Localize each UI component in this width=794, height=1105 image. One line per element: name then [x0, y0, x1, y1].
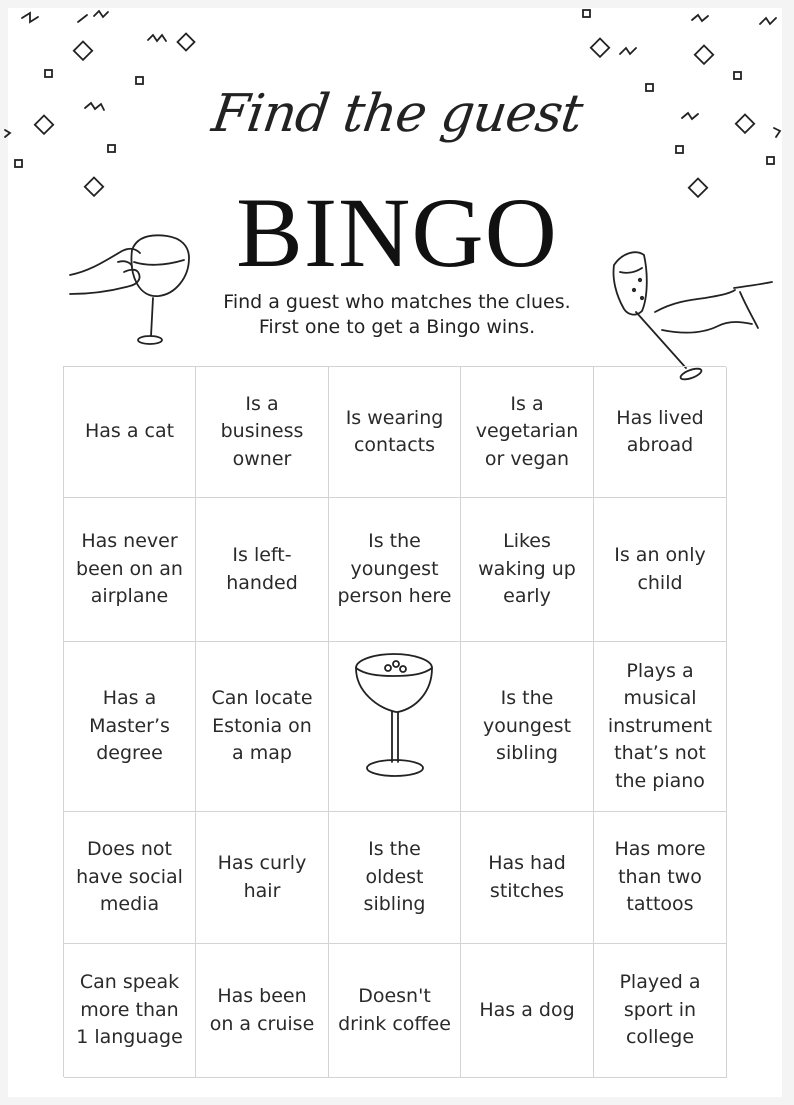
bingo-cell[interactable]: Is a vegetarian or vegan [461, 367, 594, 498]
bingo-cell[interactable]: Is wearing contacts [329, 367, 461, 498]
bingo-cell[interactable]: Likes waking up early [461, 498, 594, 642]
instructions [0, 290, 794, 340]
instructions-line-1: Find a guest who matches the clues. [223, 291, 571, 313]
bingo-cell[interactable]: Is an only child [594, 498, 727, 642]
bingo-title: BINGO [236, 177, 558, 288]
bingo-cell[interactable]: Has a cat [64, 367, 196, 498]
instructions-line-2: First one to get a Bingo wins. [258, 316, 536, 338]
bingo-cell[interactable]: Is left-handed [196, 498, 329, 642]
bingo-cell[interactable]: Can speak more than 1 language [64, 944, 196, 1078]
bingo-cell[interactable]: Is the youngest sibling [461, 642, 594, 812]
bingo-cell[interactable]: Has curly hair [196, 812, 329, 944]
bingo-cell[interactable]: Has never been on an airplane [64, 498, 196, 642]
script-title: Find the guest [208, 84, 586, 144]
bingo-cell[interactable]: Has been on a cruise [196, 944, 329, 1078]
bingo-cell[interactable]: Has more than two tattoos [594, 812, 727, 944]
bingo-cell[interactable]: Has had stitches [461, 812, 594, 944]
bingo-cell[interactable]: Doesn't drink coffee [329, 944, 461, 1078]
bingo-cell[interactable]: Is the oldest sibling [329, 812, 461, 944]
bingo-cell[interactable]: Can locate Estonia on a map [196, 642, 329, 812]
bingo-grid [63, 366, 726, 1077]
bingo-cell[interactable]: Is a business owner [196, 367, 329, 498]
bingo-cell[interactable]: Is the youngest person here [329, 498, 461, 642]
free-space-cocktail-icon [329, 642, 461, 812]
bingo-cell[interactable]: Does not have social media [64, 812, 196, 944]
bingo-cell[interactable]: Played a sport in college [594, 944, 727, 1078]
bingo-cell[interactable]: Has a Master’s degree [64, 642, 196, 812]
bingo-cell[interactable]: Plays a musical instrument that’s not the piano [594, 642, 727, 812]
bingo-cell[interactable]: Has lived abroad [594, 367, 727, 498]
bingo-cell[interactable]: Has a dog [461, 944, 594, 1078]
